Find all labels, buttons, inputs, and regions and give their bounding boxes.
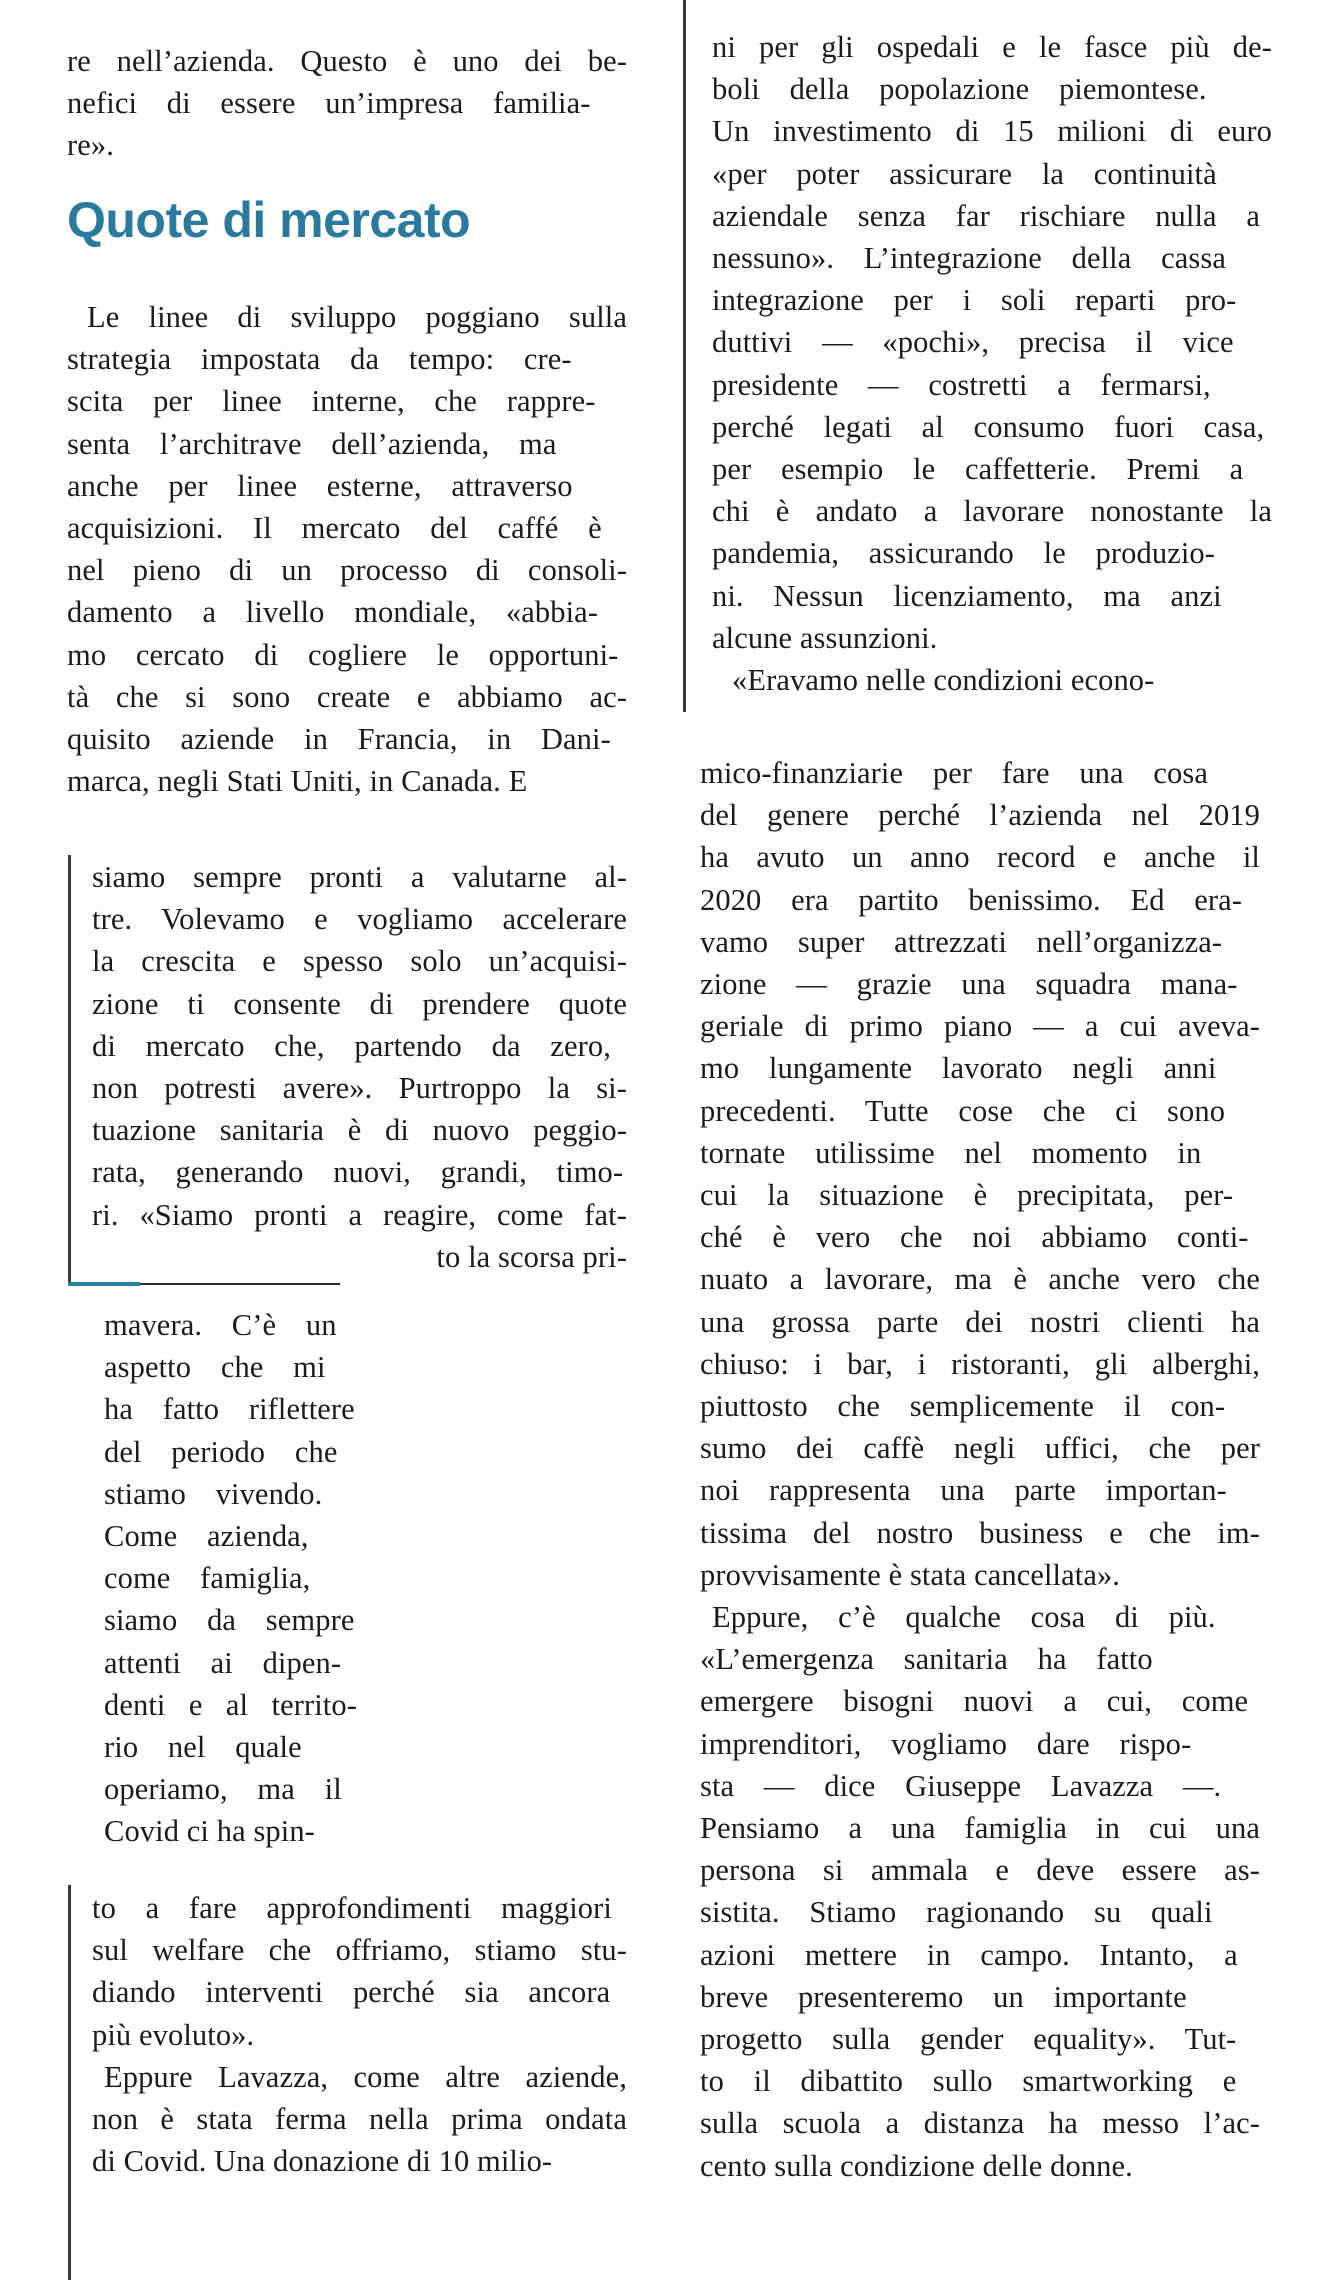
text-line: tornate utilissime nel momento in: [700, 1135, 1202, 1170]
text-line: «Eravamo nelle condizioni econo-: [732, 663, 1155, 697]
text-line: di Covid. Una donazione di 10 milio-: [92, 2144, 553, 2179]
text-line: cui la situazione è precipitata, per-: [700, 1178, 1234, 1212]
text-line: alcune assunzioni.: [712, 620, 938, 655]
text-line: sta — dice Giuseppe Lavazza —.: [700, 1768, 1222, 1803]
text-line: la crescita e spesso solo un’acquisi-: [92, 944, 627, 979]
text-line: zione — grazie una squadra mana-: [700, 967, 1238, 1001]
text-line: to a fare approfondimenti maggiori: [92, 1891, 612, 1925]
text-line: marca, negli Stati Uniti, in Canada. E: [67, 764, 528, 799]
text-line: imprenditori, vogliamo dare rispo-: [700, 1726, 1192, 1761]
text-line: denti e al territo-: [104, 1687, 357, 1722]
text-line: non è stata ferma nella prima ondata: [92, 2102, 627, 2136]
text-line: noi rappresenta una parte importan-: [700, 1473, 1227, 1508]
text-line: ha avuto un anno record e anche il: [700, 840, 1260, 875]
column-separator-rule: [683, 0, 686, 712]
text-line: operiamo, ma il: [104, 1772, 342, 1807]
text-line: mo cercato di cogliere le opportuni-: [67, 637, 619, 672]
text-line: nel pieno di un processo di consoli-: [67, 553, 627, 588]
text-line: perché legati al consumo fuori casa,: [712, 409, 1265, 444]
box-bottom-rule: [140, 1283, 340, 1285]
text-line: di mercato che, partendo da zero,: [92, 1028, 611, 1063]
text-line: aziendale senza far rischiare nulla a: [712, 198, 1261, 233]
text-line: ri. «Siamo pronti a reagire, come fat-: [92, 1197, 627, 1232]
text-line: pandemia, assicurando le produzio-: [712, 536, 1216, 571]
text-line: tuazione sanitaria è di nuovo peggio-: [92, 1113, 627, 1148]
box-left-rule: [68, 855, 71, 1285]
text-line: breve presenteremo un importante: [700, 1979, 1187, 2014]
text-line: scita per linee interne, che rappre-: [67, 384, 596, 419]
lower-box-left-rule: [68, 1885, 71, 2280]
text-line: precedenti. Tutte cose che ci sono: [700, 1093, 1226, 1128]
text-line: attenti ai dipen-: [104, 1645, 342, 1680]
text-line: piuttosto che semplicemente il con-: [700, 1389, 1226, 1423]
text-line: rata, generando nuovi, grandi, timo-: [92, 1155, 624, 1190]
text-line: una grossa parte dei nostri clienti ha: [700, 1304, 1260, 1339]
text-line: nessuno». L’integrazione della cassa: [712, 241, 1226, 275]
text-line: mavera. C’è un: [104, 1308, 337, 1342]
text-line: Pensiamo a una famiglia in cui una: [700, 1811, 1260, 1845]
text-line: diando interventi perché sia ancora: [92, 1975, 611, 2010]
text-line: boli della popolazione piemontese.: [712, 72, 1207, 107]
text-line: presidente — costretti a fermarsi,: [712, 367, 1211, 402]
text-line: strategia impostata da tempo: cre-: [67, 342, 572, 377]
text-line: non potresti avere». Purtroppo la si-: [92, 1071, 627, 1105]
text-line: re nell’azienda. Questo è uno dei be-: [67, 44, 627, 78]
text-line: ché è vero che noi abbiamo conti-: [700, 1220, 1249, 1255]
text-line: Le linee di sviluppo poggiano sulla: [87, 300, 627, 334]
text-line: damento a livello mondiale, «abbia-: [67, 595, 599, 630]
text-line: emergere bisogni nuovi a cui, come: [700, 1684, 1249, 1719]
text-line: ni. Nessun licenziamento, ma anzi: [712, 578, 1222, 613]
text-line: mo lungamente lavorato negli anni: [700, 1051, 1217, 1086]
text-line: Eppure Lavazza, come altre aziende,: [104, 2059, 627, 2094]
text-line: quisito aziende in Francia, in Dani-: [67, 722, 611, 756]
text-line: tà che si sono create e abbiamo ac-: [67, 679, 627, 714]
text-line: chi è andato a lavorare nonostante la: [712, 494, 1272, 529]
text-line: nuato a lavorare, ma è anche vero che: [700, 1262, 1260, 1297]
text-line: del periodo che: [104, 1434, 338, 1469]
text-line: tissima del nostro business e che im-: [700, 1515, 1260, 1550]
text-line: aspetto che mi: [104, 1350, 326, 1385]
text-line: sistita. Stiamo ragionando su quali: [700, 1895, 1213, 1930]
text-line: siamo sempre pronti a valutarne al-: [92, 860, 627, 894]
text-line: Come azienda,: [104, 1519, 309, 1553]
text-line: to il dibattito sullo smartworking e: [700, 2064, 1237, 2099]
text-line: sulla scuola a distanza ha messo l’ac-: [700, 2106, 1260, 2141]
text-line: duttivi — «pochi», precisa il vice: [712, 325, 1234, 360]
text-line: senta l’architrave dell’azienda, ma: [67, 426, 557, 461]
text-line: acquisizioni. Il mercato del caffé è: [67, 511, 602, 545]
text-line: più evoluto».: [92, 2017, 255, 2052]
text-line: zione ti consente di prendere quote: [92, 986, 627, 1021]
text-line: ni per gli ospedali e le fasce più de-: [712, 30, 1272, 64]
text-line: Covid ci ha spin-: [104, 1814, 315, 1849]
text-line: come famiglia,: [104, 1561, 311, 1596]
section-heading: Quote di mercato: [67, 192, 471, 248]
text-line: persona si ammala e deve essere as-: [700, 1853, 1260, 1888]
text-line: rio nel quale: [104, 1730, 302, 1764]
text-line: progetto sulla gender equality». Tut-: [700, 2022, 1237, 2056]
text-line: geriale di primo piano — a cui aveva-: [700, 1009, 1260, 1044]
text-line: ha fatto riflettere: [104, 1392, 355, 1427]
text-line: to la scorsa pri-: [436, 1239, 627, 1274]
text-line: mico-finanziarie per fare una cosa: [700, 756, 1208, 790]
text-line: Eppure, c’è qualche cosa di più.: [712, 1600, 1216, 1634]
text-line: sumo dei caffè negli uffici, che per: [700, 1431, 1260, 1466]
text-line: integrazione per i soli reparti pro-: [712, 283, 1237, 318]
text-line: siamo da sempre: [104, 1603, 355, 1638]
text-line: sul welfare che offriamo, stiamo stu-: [92, 1933, 627, 1968]
text-line: anche per linee esterne, attraverso: [67, 468, 573, 503]
text-line: «per poter assicurare la continuità: [712, 156, 1217, 191]
text-line: chiuso: i bar, i ristoranti, gli alberghi,: [700, 1346, 1260, 1381]
text-line: cento sulla condizione delle donne.: [700, 2148, 1133, 2183]
text-line: tre. Volevamo e vogliamo accelerare: [92, 902, 627, 937]
text-line: re».: [67, 128, 114, 163]
text-line: per esempio le caffetterie. Premi a: [712, 452, 1244, 486]
box-accent-rule: [68, 1282, 140, 1286]
text-line: provvisamente è stata cancellata».: [700, 1557, 1121, 1592]
text-line: «L’emergenza sanitaria ha fatto: [700, 1642, 1153, 1677]
text-line: nefici di essere un’impresa familia-: [67, 86, 591, 121]
text-line: stiamo vivendo.: [104, 1476, 323, 1511]
text-line: azioni mettere in campo. Intanto, a: [700, 1937, 1238, 1972]
text-line: 2020 era partito benissimo. Ed era-: [700, 882, 1243, 917]
text-line: del genere perché l’azienda nel 2019: [700, 798, 1260, 833]
text-line: Un investimento di 15 milioni di euro: [712, 114, 1272, 149]
text-line: vamo super attrezzati nell’organizza-: [700, 924, 1223, 959]
